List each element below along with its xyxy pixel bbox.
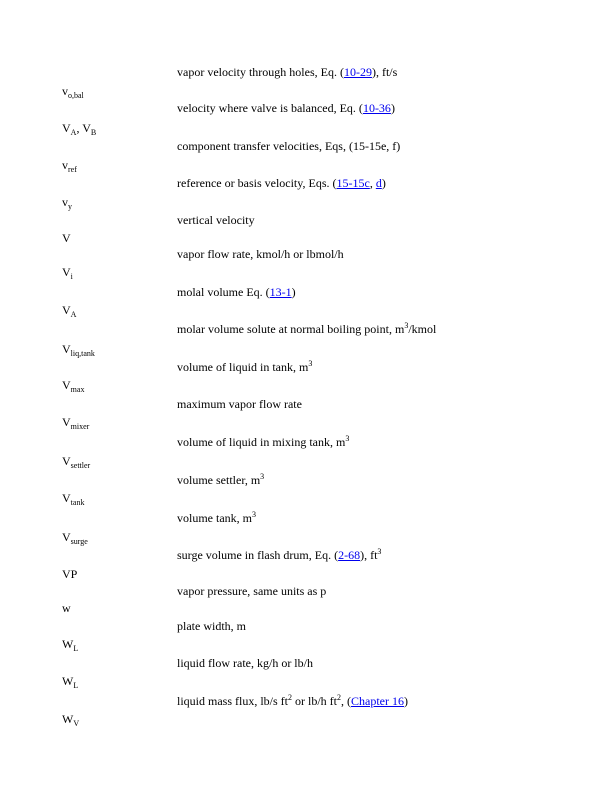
symbol: $V_{settler}$ [62,454,91,470]
equation-link[interactable]: 10-36 [362,101,391,115]
definition-text: vapor pressure, same units as p [177,584,327,598]
symbol: $W_L$ [62,637,79,653]
symbol: $W_V$ [62,712,80,728]
equation-link[interactable]: 10-29 [343,65,372,79]
definition-text: component transfer velocities, Eqs, (15-15e, f) [177,139,401,153]
symbol: $V_A$, $V_B$ [62,121,97,137]
equation-link[interactable]: 2-68 [338,548,361,562]
symbol: $V_{surge}$ [62,530,88,546]
symbol: $V_{liq,tank}$ [62,342,95,358]
definition-text: molal volume Eq. (13-1) [177,285,296,299]
symbol: $V_{tank}$ [62,491,85,507]
symbol: $v_y$ [62,195,72,211]
symbol: V [62,231,71,245]
definition-text: liquid mass flux, lb/s $ft^2$ or lb/h $ft^2$, (Chapter 16) [177,693,408,708]
equation-link[interactable]: 15-15c [336,176,370,190]
symbol: $V_{mixer}$ [62,415,90,431]
definition-text: maximum vapor flow rate [177,397,302,411]
equation-link[interactable]: d [375,176,382,190]
symbol: w [62,601,71,615]
definition-text: liquid flow rate, kg/h or lb/h [177,656,313,670]
definition-text: molar volume solute at normal boiling point, $m^3$/kmol [177,321,437,336]
definition-text: vapor velocity through holes, Eq. (10-29), ft/s [177,65,398,79]
symbol: $v_{o,bal}$ [62,84,84,100]
definition-text: volume of liquid in tank, $m^3$ [177,359,313,374]
symbol: $V_i$ [62,265,73,281]
definition-text: volume of liquid in mixing tank, $m^3$ [177,434,350,449]
definition-text: reference or basis velocity, Eqs. (15-15c, d) [177,176,386,190]
definition-text: surge volume in flash drum, Eq. (2-68), $ft^3$ [177,547,382,562]
symbol: $W_L$ [62,674,79,690]
definition-text: vertical velocity [177,213,255,227]
definition-text: vapor flow rate, kmol/h or lbmol/h [177,247,344,261]
chapter-link[interactable]: Chapter 16 [351,694,404,708]
definition-text: plate width, m [177,619,246,633]
equation-link[interactable]: 13-1 [269,285,292,299]
definition-text: volume tank, $m^3$ [177,510,256,525]
definition-text: velocity where valve is balanced, Eq. (10-36) [177,101,395,115]
symbol: $v_{ref}$ [62,158,77,174]
symbol: $V_{max}$ [62,378,85,394]
definition-text: volume settler, $m^3$ [177,472,265,487]
symbol: $V_A$ [62,303,77,319]
symbol: VP [62,567,78,581]
